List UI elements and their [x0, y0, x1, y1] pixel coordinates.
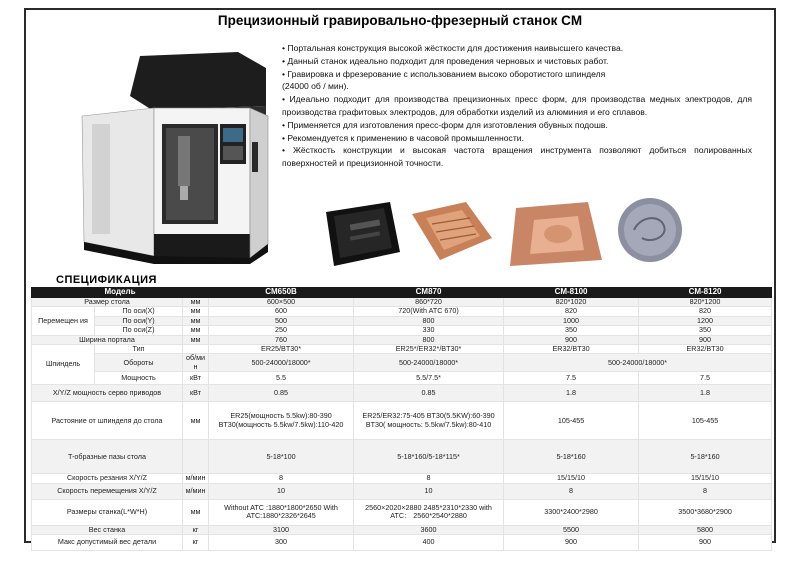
cell: 7.5: [504, 372, 639, 385]
row-label: Размеры станка(L*W*H): [32, 499, 183, 525]
cell: 1000: [504, 316, 639, 325]
cell: 2560×2020×2880 2485*2310*2330 with ATC： 2560*2540*2880: [354, 499, 504, 525]
row-unit: м/мин: [183, 474, 209, 483]
row-sublabel: По оси(Z): [95, 326, 183, 335]
row-sublabel: Обороты: [95, 354, 183, 372]
row-unit: кВт: [183, 385, 209, 402]
cell: 820: [639, 307, 772, 316]
row-group-label: Шпиндель: [32, 345, 95, 385]
row-unit: м/мин: [183, 483, 209, 499]
cell: 900: [639, 535, 772, 551]
cell: 1.8: [639, 385, 772, 402]
cell: 8: [354, 474, 504, 483]
row-label: Скорость перемещения X/Y/Z: [32, 483, 183, 499]
cell: 15/15/10: [504, 474, 639, 483]
row-label: Ширина портала: [32, 335, 183, 344]
table-row: [32, 440, 772, 474]
row-unit: мм: [183, 499, 209, 525]
column-header: CM650B: [209, 288, 354, 298]
cell: 900: [504, 535, 639, 551]
feature-item: • Данный станок идеально подходит для проведения черновых и чистовых работ.: [282, 55, 609, 66]
cell: 5-18*100: [209, 440, 354, 474]
row-label: T-образные пазы стола: [32, 440, 183, 474]
cnc-machine-image: [70, 46, 282, 266]
cell: 720(With ATC 670): [354, 307, 504, 316]
cell: 820: [504, 307, 639, 316]
cell: 760: [209, 335, 354, 344]
column-header: CM-8120: [639, 288, 772, 298]
feature-item: • Идеально подходит для производства прецизионных пресс форм, для производства медных электродов, для производства графитовых электродов, для обработки изделий из алюминия и его сплавов.: [282, 94, 752, 117]
cell: 0.85: [354, 385, 504, 402]
cell: 5800: [639, 525, 772, 534]
cell: 3300*2400*2980: [504, 499, 639, 525]
cell: ER25(мощность 5.5kw):80-390 BT30(мощность 5.5kw/7.5kw):110-420: [209, 402, 354, 440]
cell: 500-24000/18000*: [504, 354, 772, 372]
row-unit: мм: [183, 402, 209, 440]
row-unit: мм: [183, 326, 209, 335]
cell: 5-18*160/5-18*115*: [354, 440, 504, 474]
row-unit: мм: [183, 298, 209, 307]
cell: 15/15/10: [639, 474, 772, 483]
cell: 300: [209, 535, 354, 551]
column-header-model: Модель: [32, 288, 209, 298]
cell: 600: [209, 307, 354, 316]
cell: 5-18*160: [504, 440, 639, 474]
cell: 5.5/7.5*: [354, 372, 504, 385]
cell: 5-18*160: [639, 440, 772, 474]
column-header: CM870: [354, 288, 504, 298]
feature-item: • Применяется для изготовления пресс-форм для изготовления обувных подошв.: [282, 119, 608, 130]
cell: 860*720: [354, 298, 504, 307]
cell: 900: [639, 335, 772, 344]
row-sublabel: По оси(Y): [95, 316, 183, 325]
cell: 10: [209, 483, 354, 499]
feature-item: • Рекомендуется к применению в часовой промышленности.: [282, 132, 524, 143]
cell: 500: [209, 316, 354, 325]
cell: 0.85: [209, 385, 354, 402]
row-label: X/Y/Z мощность серво приводов: [32, 385, 183, 402]
cell: 3100: [209, 525, 354, 534]
row-label: Скорость резания X/Y/Z: [32, 474, 183, 483]
row-sublabel: Тип: [95, 345, 183, 354]
table-row: [32, 372, 772, 385]
cell: ER25/ER32:75-405 BT30(5.5KW):60-390 BT30( мощность: 5.5kw/7.5kw):80-410: [354, 402, 504, 440]
row-group-label: Перемещен ия: [32, 307, 95, 335]
feature-item: • Портальная конструкция высокой жёсткости для достижения наивысшего качества.: [282, 43, 624, 53]
cell: 820*1020: [504, 298, 639, 307]
cell: 330: [354, 326, 504, 335]
feature-item: • Жёсткость конструкции и высокая частота вращения инструмента позволяют добиться полированных поверхностей и прецизионной точности.: [282, 145, 752, 169]
row-unit: [183, 440, 209, 474]
column-header: CM-8100: [504, 288, 639, 298]
cell: 3600: [354, 525, 504, 534]
row-unit: мм: [183, 316, 209, 325]
feature-item: • Гравировка и фрезерование с использованием высоко оборотистого шпинделя: [282, 68, 606, 79]
copper-electrode-image: [412, 202, 492, 260]
cell: ER25*/ER32*/BT30*: [354, 345, 504, 354]
aluminum-medal-image: [618, 198, 682, 262]
table-row: [32, 307, 772, 316]
row-unit: кг: [183, 535, 209, 551]
cell: 250: [209, 326, 354, 335]
row-label: Растояние от шпинделя до стола: [32, 402, 183, 440]
table-row: [32, 535, 772, 551]
row-label: Макс допустимый вес детали: [32, 535, 183, 551]
cell: ER32/BT30: [504, 345, 639, 354]
copper-part-image: [510, 202, 602, 266]
table-row: [32, 354, 772, 372]
table-row: [32, 474, 772, 483]
row-unit: кВт: [183, 372, 209, 385]
cell: 1200: [639, 316, 772, 325]
cell: 820*1200: [639, 298, 772, 307]
cell: ER32/BT30: [639, 345, 772, 354]
cell: 5.5: [209, 372, 354, 385]
cell: 600×500: [209, 298, 354, 307]
cell: 105-455: [639, 402, 772, 440]
cell: 400: [354, 535, 504, 551]
page-title: Прецизионный гравировально-фрезерный станок CM: [217, 13, 583, 28]
sample-mould-image: [326, 202, 400, 266]
feature-list: [282, 42, 752, 170]
table-row: [32, 483, 772, 499]
sample-parts-images: [320, 194, 690, 274]
cell: 7.5: [639, 372, 772, 385]
row-unit: мм: [183, 335, 209, 344]
cell: 8: [209, 474, 354, 483]
cell: 900: [504, 335, 639, 344]
cell: 8: [504, 483, 639, 499]
cell: 10: [354, 483, 504, 499]
spec-heading: СПЕЦИФИКАЦИЯ: [56, 274, 157, 286]
cell: 105-455: [504, 402, 639, 440]
row-sublabel: По оси(X): [95, 307, 183, 316]
table-row: [32, 326, 772, 335]
table-row: [32, 499, 772, 525]
cell: 800: [354, 316, 504, 325]
row-unit: мм: [183, 307, 209, 316]
document-frame: [24, 8, 776, 547]
table-row: [32, 402, 772, 440]
cell: ER25/BT30*: [209, 345, 354, 354]
table-row: [32, 385, 772, 402]
row-sublabel: Мощность: [95, 372, 183, 385]
row-unit: кг: [183, 525, 209, 534]
table-header-row: [32, 288, 772, 298]
cell: 3500*3680*2900: [639, 499, 772, 525]
row-unit: об/ми н: [183, 354, 209, 372]
cell: 350: [639, 326, 772, 335]
row-label: Вес станка: [32, 525, 183, 534]
feature-item: (24000 об / мин).: [282, 81, 349, 92]
row-label: Размер стола: [32, 298, 183, 307]
cell: 500-24000/18000*: [209, 354, 354, 372]
cell: 8: [639, 483, 772, 499]
table-row: [32, 525, 772, 534]
table-row: [32, 345, 772, 354]
cell: 5500: [504, 525, 639, 534]
cell: 350: [504, 326, 639, 335]
cell: 1.8: [504, 385, 639, 402]
cell: 500-24000/18000*: [354, 354, 504, 372]
spec-table: [31, 287, 772, 551]
cell: Without ATC :1880*1800*2650 With ATC:1880*2326*2645: [209, 499, 354, 525]
cell: 800: [354, 335, 504, 344]
